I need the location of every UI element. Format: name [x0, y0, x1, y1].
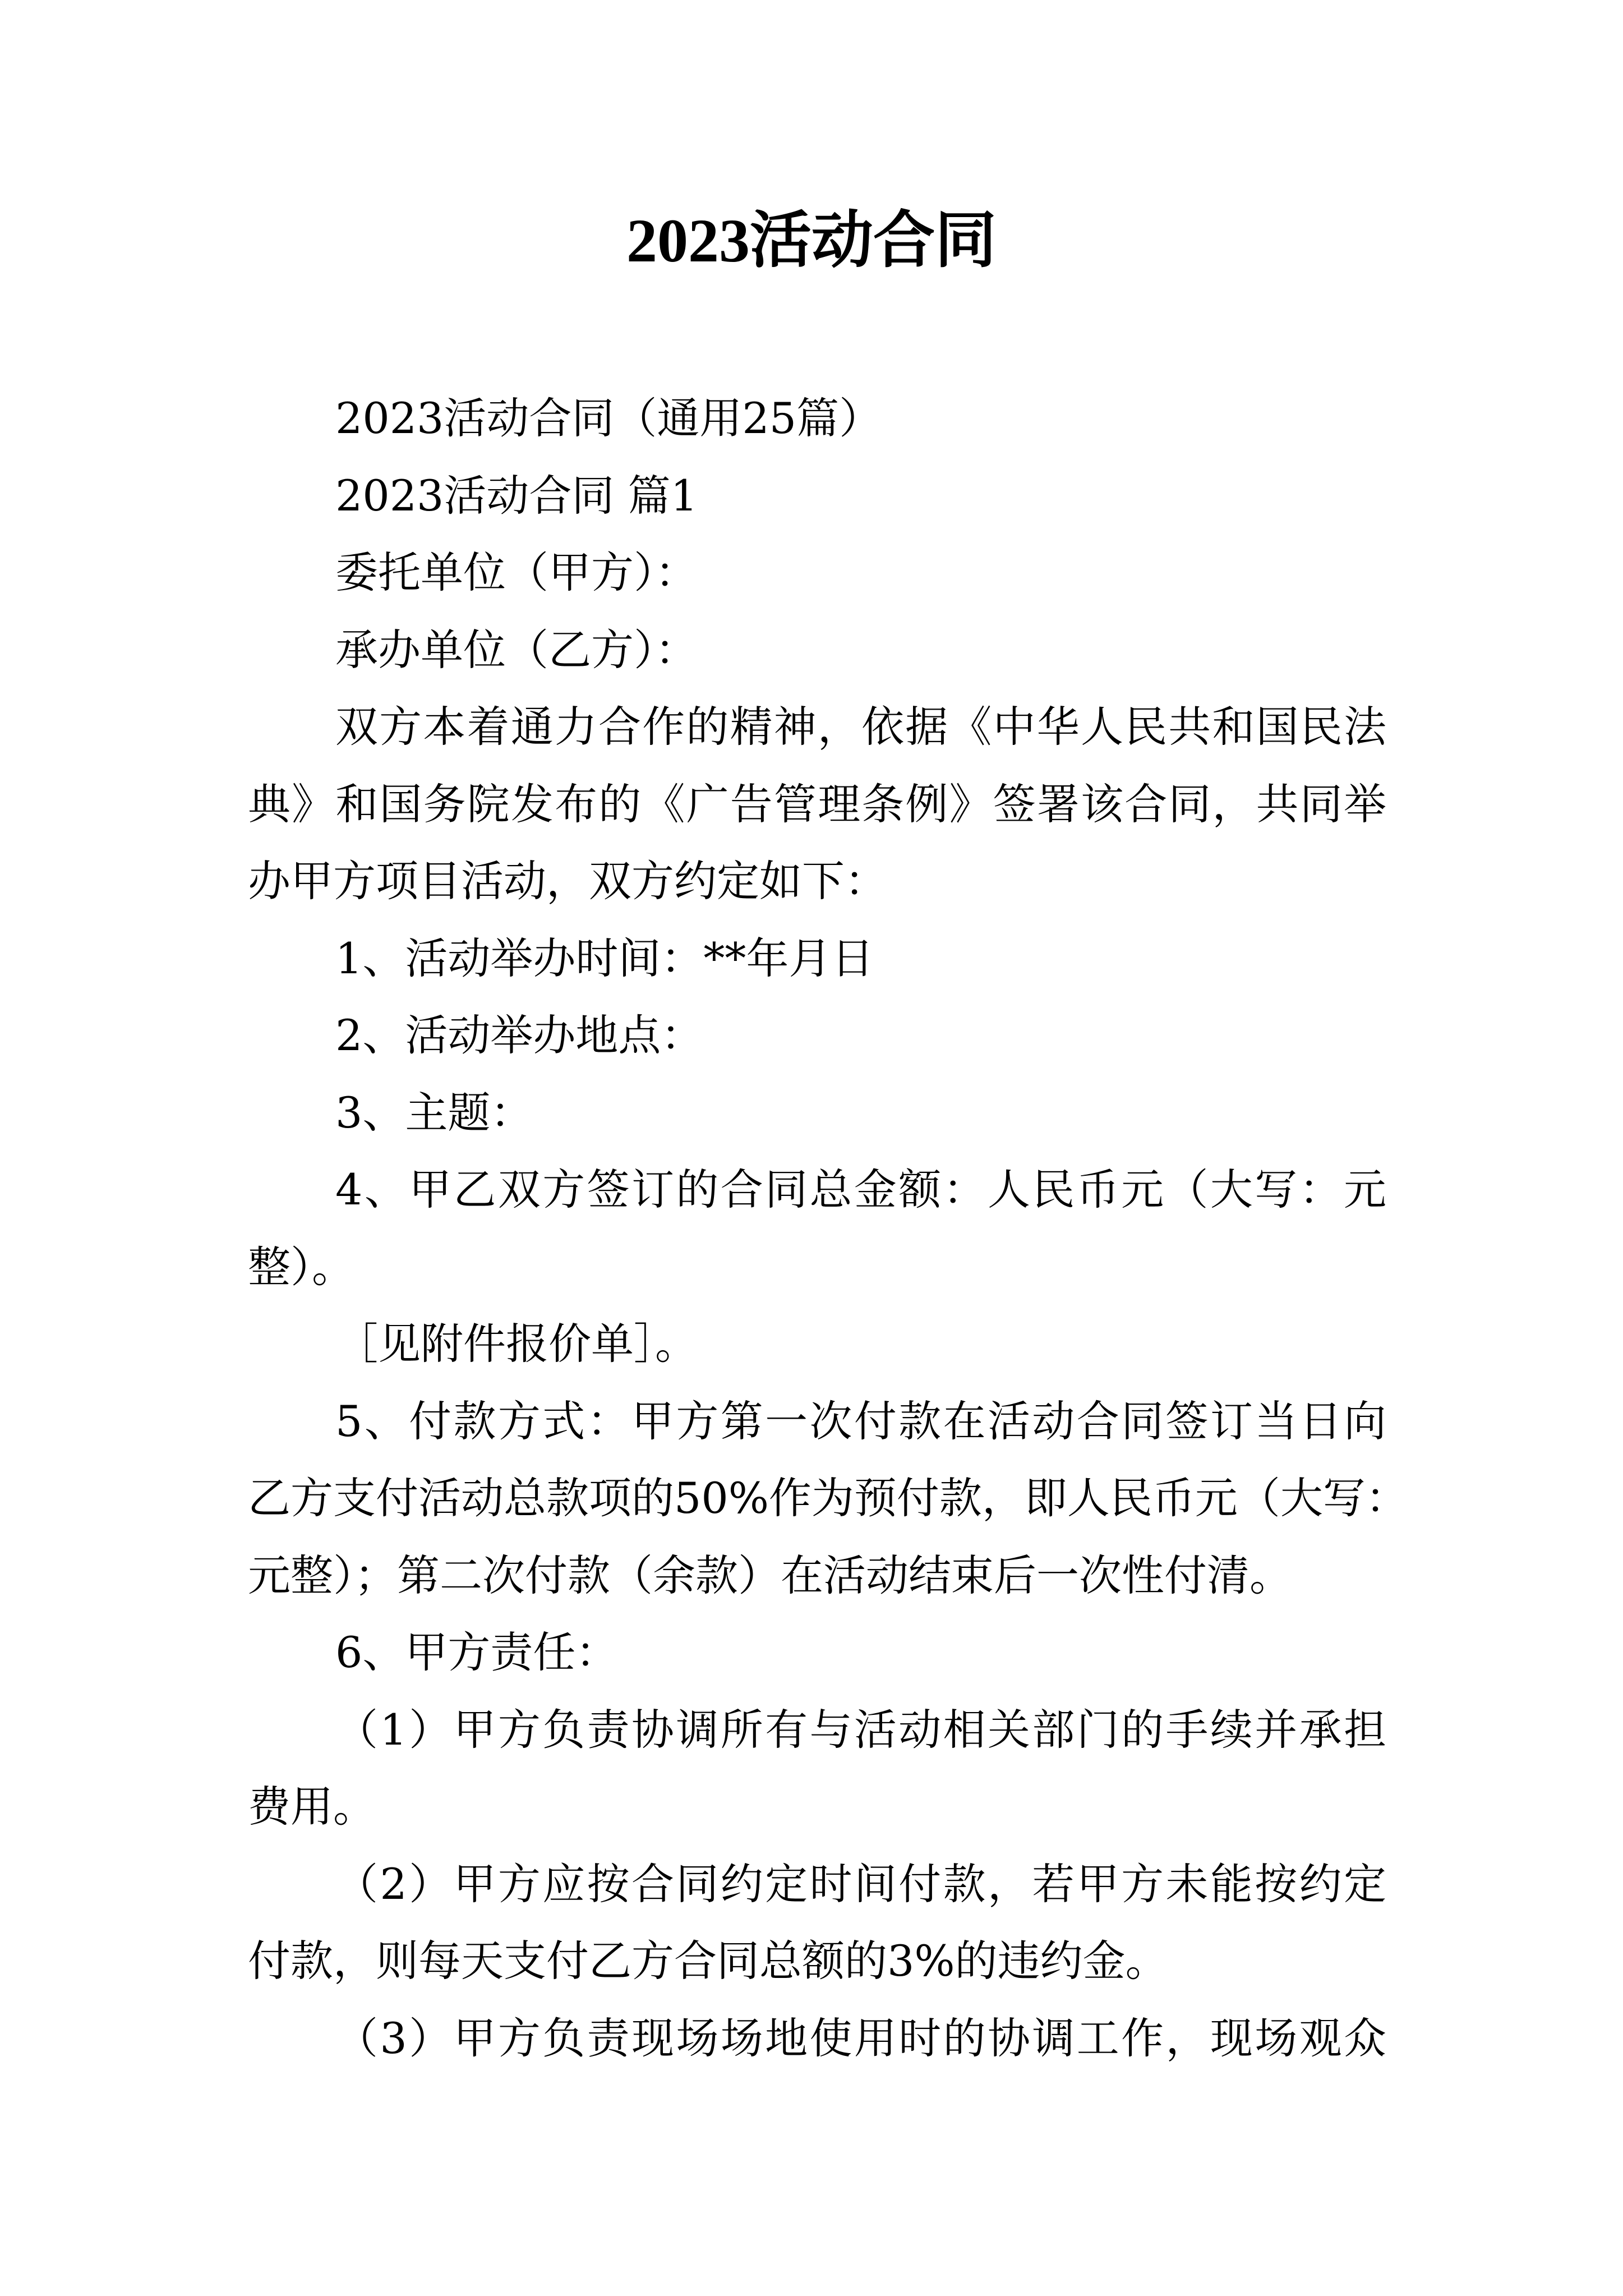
paragraph-line: 5、付款方式：甲方第一次付款在活动合同签订当日向	[335, 1396, 1386, 1446]
paragraph-line: （1）甲方负责协调所有与活动相关部门的手续并承担	[335, 1704, 1386, 1755]
paragraph-line: 办甲方项目活动，双方约定如下：	[248, 856, 887, 906]
paragraph	[248, 1383, 1408, 1614]
paragraph	[248, 1151, 1386, 1305]
paragraph-line: 双方本着通力合作的精神，依据《中华人民共和国民法	[335, 702, 1386, 752]
paragraph	[248, 1691, 1386, 1846]
document-body	[248, 380, 1408, 2077]
paragraph	[248, 611, 1386, 689]
paragraph	[248, 920, 1386, 997]
paragraph-line: （3）甲方负责现场场地使用时的协调工作，现场观众	[335, 2013, 1386, 2063]
paragraph	[248, 1074, 1386, 1152]
paragraph-line: 承办单位（乙方）：	[335, 624, 698, 675]
paragraph-line: 典》和国务院发布的《广告管理条例》签署该合同，共同举	[248, 779, 1386, 829]
paragraph-line: ［见附件报价单］。	[335, 1319, 698, 1369]
paragraph-line: 1、活动举办时间：**年月日	[335, 933, 874, 983]
paragraph-line: 费用。	[248, 1782, 376, 1832]
paragraph-line: 元整）；第二次付款（余款）在活动结束后一次性付清。	[248, 1550, 1292, 1600]
paragraph-line: 2023活动合同 篇1	[335, 470, 698, 521]
paragraph	[248, 1305, 1386, 1383]
paragraph	[248, 1846, 1386, 2000]
paragraph	[248, 1614, 1386, 1691]
paragraph-line: 4、甲乙双方签订的合同总金额：人民币元（大写：元	[335, 1165, 1386, 1214]
paragraph-line: 2、活动举办地点：	[335, 1010, 704, 1060]
paragraph	[248, 380, 1386, 457]
paragraph	[248, 2000, 1386, 2077]
paragraph-line: 3、主题：	[335, 1087, 533, 1138]
paragraph	[248, 457, 1386, 535]
paragraph	[248, 997, 1386, 1074]
paragraph-line: 整）。	[248, 1241, 354, 1292]
paragraph-line: 委托单位（甲方）：	[335, 547, 698, 597]
paragraph-line: 付款，则每天支付乙方合同总额的3%的违约金。	[248, 1936, 1168, 1986]
paragraph	[248, 534, 1386, 611]
paragraph-line: 2023活动合同（通用25篇）	[335, 393, 882, 443]
document-title: 2023活动合同	[626, 206, 997, 275]
paragraph-line: 乙方支付活动总款项的50%作为预付款，即人民币元（大写：	[248, 1473, 1408, 1523]
paragraph-line: （2）甲方应按合同约定时间付款，若甲方未能按约定	[335, 1858, 1386, 1909]
paragraph	[248, 688, 1386, 920]
paragraph-line: 6、甲方责任：	[335, 1627, 619, 1677]
